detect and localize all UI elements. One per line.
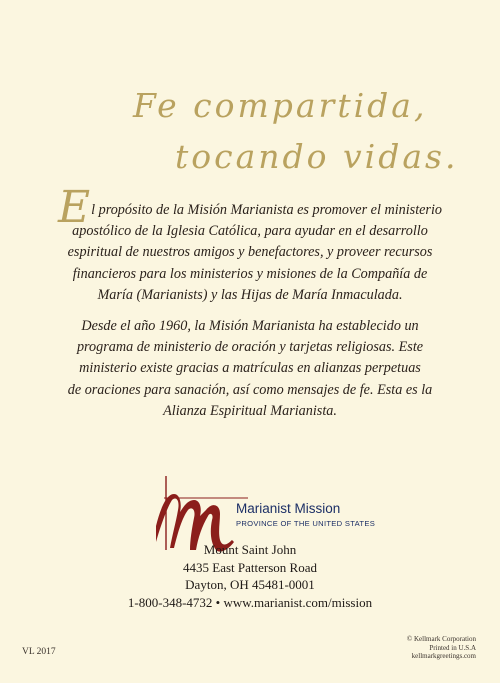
paragraph-line: María (Marianists) y las Hijas de María Inmaculada. — [97, 286, 403, 303]
printer-credits — [407, 635, 476, 661]
address-city: Dayton, OH 45481-0001 — [185, 577, 315, 592]
paragraph-line: espiritual de nuestros amigos y benefactores, y proveer recursos — [67, 244, 433, 261]
paragraph-history — [52, 316, 448, 422]
credit-line: © Kellmark Corporation — [406, 635, 476, 643]
paragraph-line: programa de ministerio de oración y tarjetas religiosas. Este — [76, 339, 424, 356]
address-name: Mount Saint John — [203, 542, 297, 557]
paragraph-purpose — [52, 182, 448, 306]
paragraph-line: l propósito de la Misión Marianista es promover el ministerio — [91, 202, 442, 218]
paragraph-line: Alianza Espiritual Marianista. — [163, 402, 337, 419]
paragraph-line: Desde el año 1960, la Misión Marianista ha establecido un — [81, 318, 419, 335]
mission-statement — [52, 182, 448, 432]
paragraph-line: apostólico de la Iglesia Católica, para ayudar en el desarrollo — [72, 223, 428, 240]
tagline — [0, 0, 500, 200]
tagline-line-2: tocando vidas. — [175, 137, 459, 176]
product-code: VL 2017 — [22, 647, 56, 657]
address-contact: 1-800-348-4732 • www.marianist.com/mission — [127, 594, 373, 610]
paragraph-line: ministerio existe gracias a matrículas en alianzas perpetuas — [79, 360, 421, 377]
drop-cap: E — [58, 182, 91, 233]
logo-subtitle: PROVINCE OF THE UNITED STATES — [236, 519, 376, 528]
paragraph-line: financieros para los ministerios y misiones de la Compañía de — [72, 265, 428, 282]
tagline-line-1: Fe compartida, — [133, 86, 428, 125]
credit-line: kellmarkgreetings.com — [411, 652, 476, 661]
credit-line: Printed in U.S.A — [429, 643, 476, 652]
mailing-address — [0, 541, 500, 611]
address-street: 4435 East Patterson Road — [183, 559, 317, 575]
logo-title: Marianist Mission — [236, 501, 341, 516]
paragraph-line: de oraciones para sanación, así como mensajes de fe. Esta es la — [67, 381, 433, 398]
